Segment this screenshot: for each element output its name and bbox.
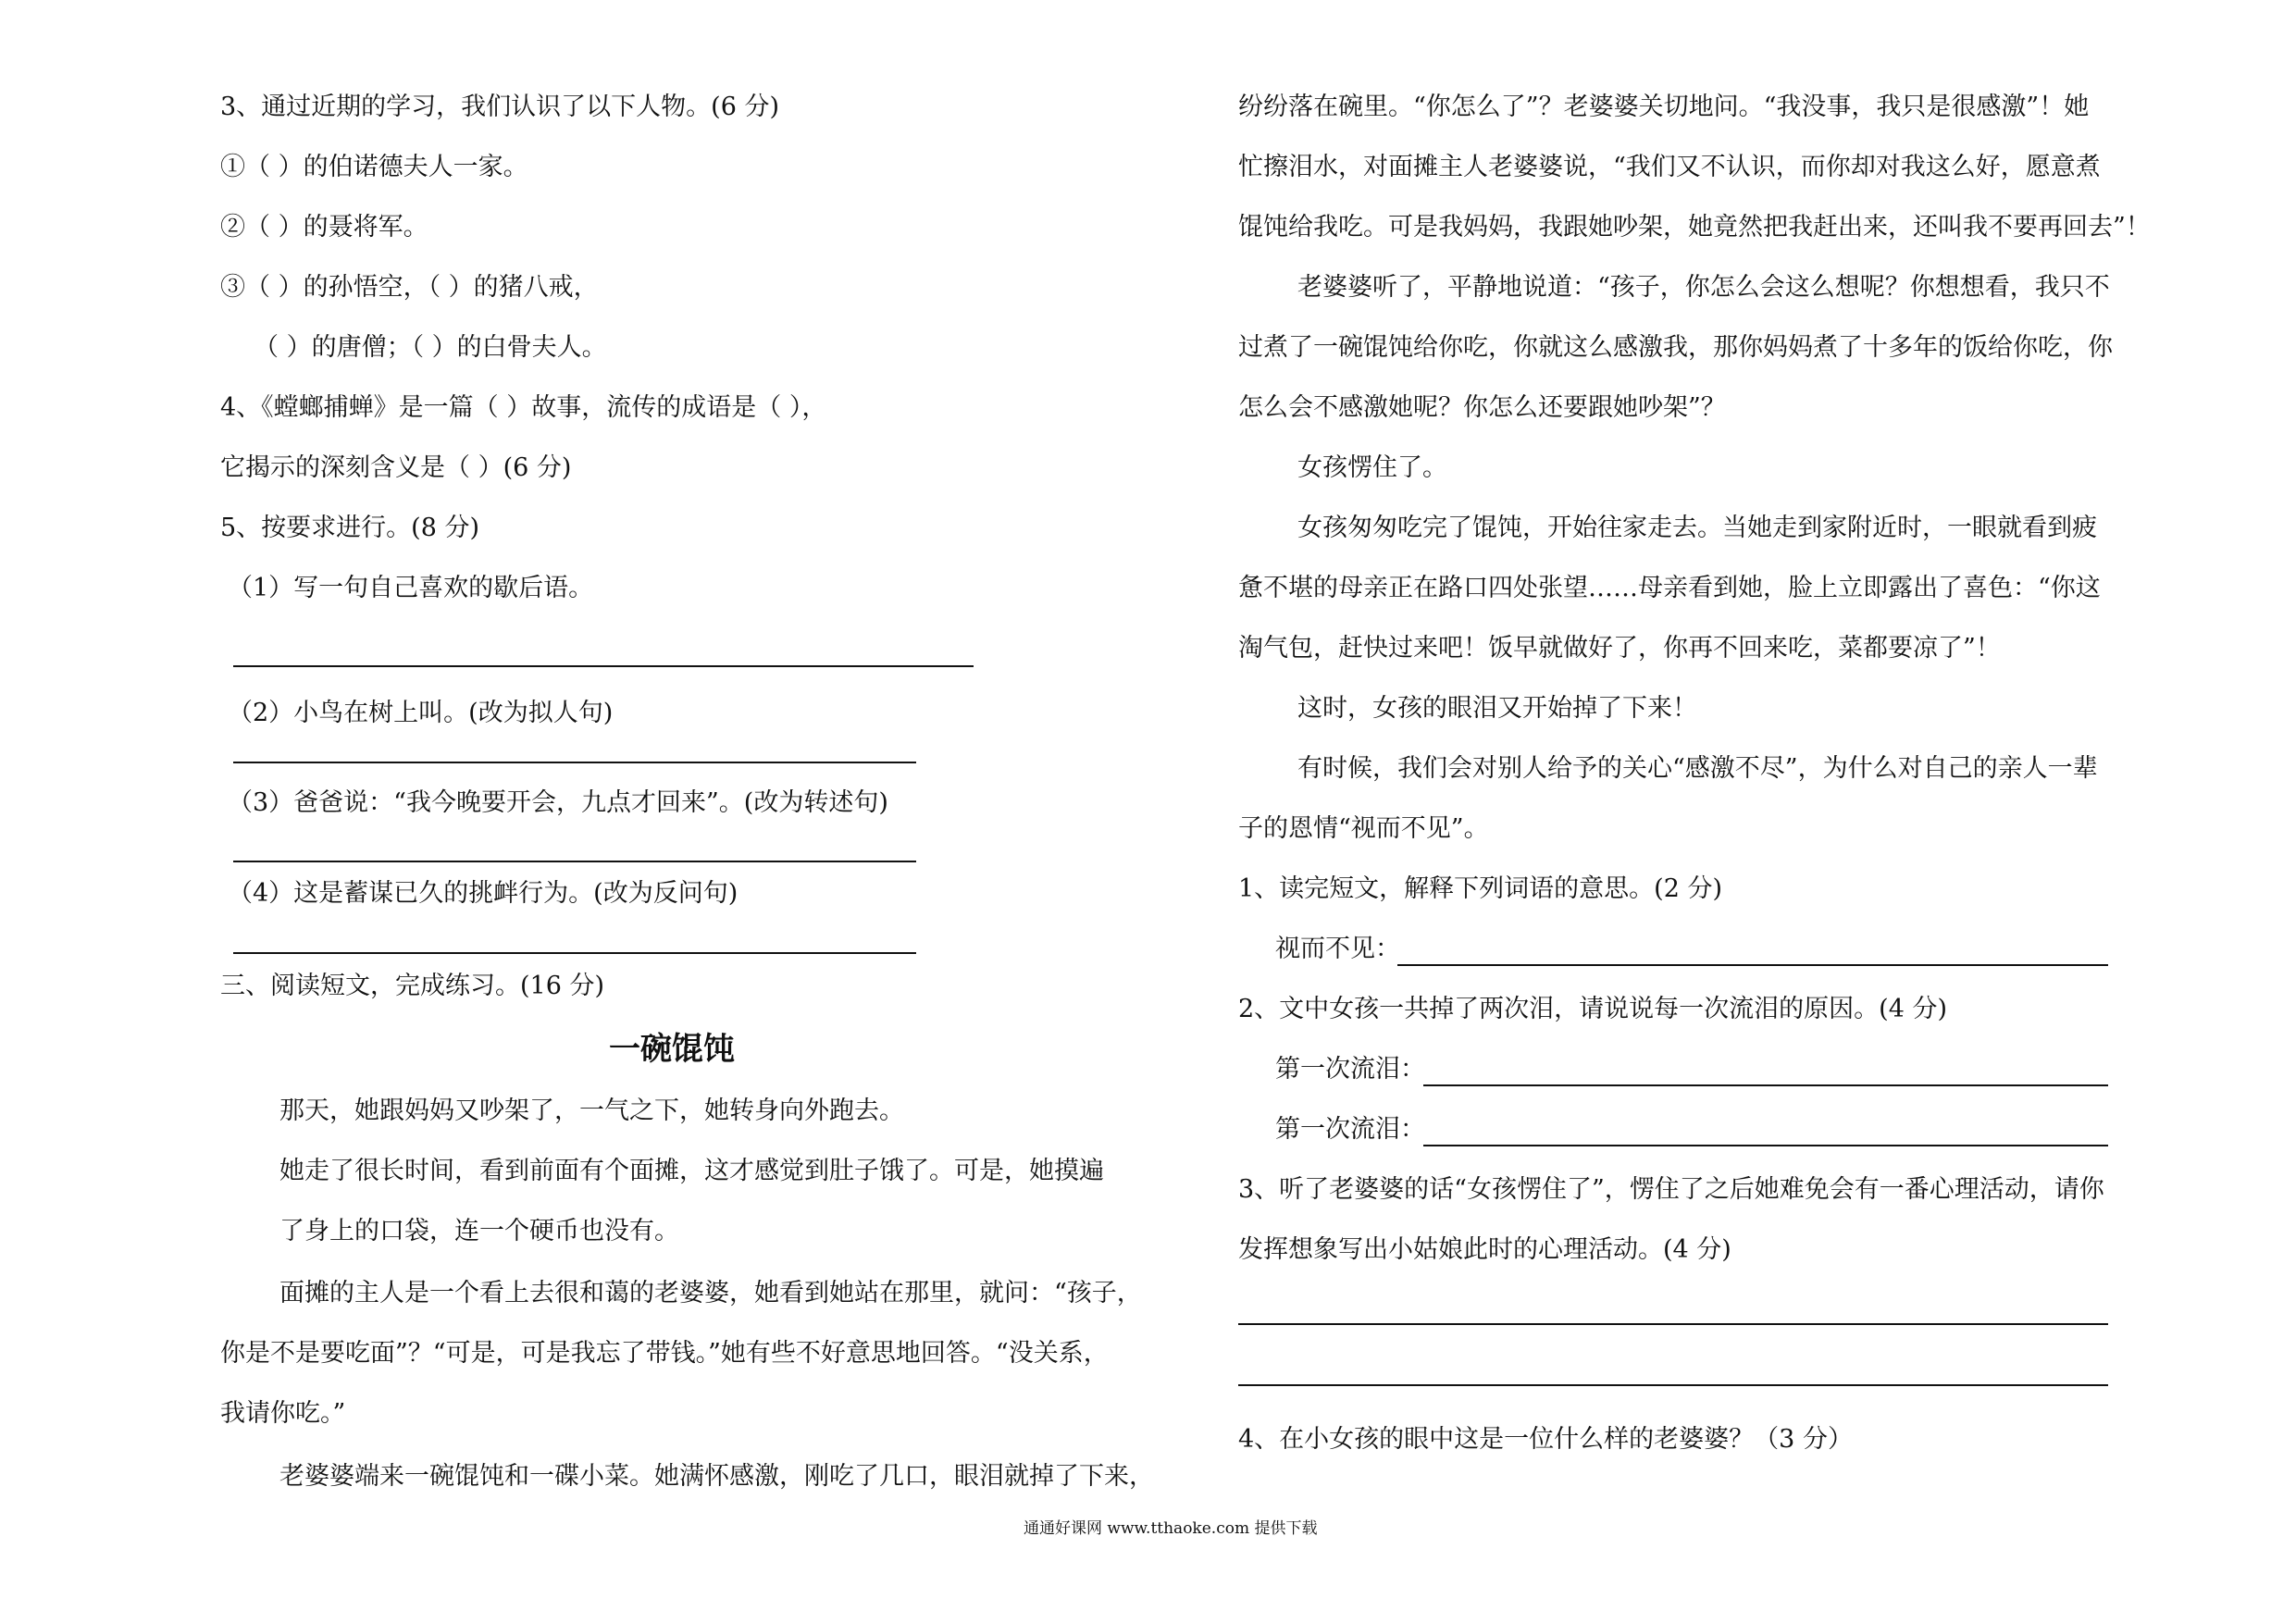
story-paragraph: 老婆婆听了，平静地说道：“孩子，你怎么会这么想呢？你想想看，我只不 — [1297, 273, 2110, 302]
question-3-item-4: （ ）的唐僧；（ ）的白骨夫人。 — [254, 333, 607, 362]
reading-question-2-label-2: 第一次流泪： — [1275, 1115, 1425, 1144]
story-paragraph: 纷纷落在碗里。“你怎么了”？老婆婆关切地问。“我没事，我只是很感激”！她 — [1238, 93, 2090, 121]
story-paragraph: 淘气包，赶快过来吧！饭早就做好了，你再不回来吃，菜都要凉了”！ — [1238, 634, 2001, 663]
story-paragraph: 这时，女孩的眼泪又开始掉了下来！ — [1297, 694, 1697, 723]
reading-question-4: 4、在小女孩的眼中这是一位什么样的老婆婆？（3 分） — [1238, 1425, 1853, 1454]
footer-source-text: 通通好课网 www.tthaoke.com 提供下载 — [1024, 1519, 1318, 1538]
question-5-item-3: （3）爸爸说：“我今晚要开会，九点才回来”。(改为转述句) — [228, 788, 888, 817]
story-paragraph: 老婆婆端来一碗馄饨和一碟小菜。她满怀感激，刚吃了几口，眼泪就掉了下来， — [279, 1462, 1154, 1491]
story-paragraph: 你是不是要吃面”？“可是，可是我忘了带钱。”她有些不好意思地回答。“没关系， — [220, 1339, 1109, 1368]
answer-line[interactable] — [1238, 1323, 2108, 1325]
reading-question-3: 3、听了老婆婆的话“女孩愣住了”，愣住了之后她难免会有一番心理活动，请你 — [1238, 1175, 2104, 1204]
reading-question-3-cont: 发挥想象写出小姑娘此时的心理活动。(4 分) — [1238, 1235, 1731, 1264]
question-3-item-1: ①（ ）的伯诺德夫人一家。 — [220, 153, 528, 181]
section-3-title: 三、阅读短文，完成练习。(16 分) — [220, 972, 605, 1000]
answer-line[interactable] — [233, 762, 916, 763]
story-paragraph: 她走了很长时间，看到前面有个面摊，这才感觉到肚子饿了。可是，她摸遍 — [279, 1157, 1104, 1185]
answer-line[interactable] — [1423, 1084, 2108, 1086]
story-paragraph: 怎么会不感激她呢？你怎么还要跟她吵架”？ — [1238, 393, 1726, 422]
reading-question-2: 2、文中女孩一共掉了两次泪，请说说每一次流泪的原因。(4 分) — [1238, 995, 1948, 1023]
story-paragraph: 那天，她跟妈妈又吵架了，一气之下，她转身向外跑去。 — [279, 1096, 904, 1125]
question-5-item-2: （2）小鸟在树上叫。(改为拟人句) — [228, 699, 614, 727]
answer-line[interactable] — [1397, 964, 2108, 966]
story-paragraph: 女孩匆匆吃完了馄饨，开始往家走去。当她走到家附近时，一眼就看到疲 — [1297, 514, 2097, 542]
story-paragraph: 惫不堪的母亲正在路口四处张望……母亲看到她，脸上立即露出了喜色：“你这 — [1238, 574, 2101, 602]
answer-line[interactable] — [1423, 1145, 2108, 1146]
question-3-title: 3、通过近期的学习，我们认识了以下人物。(6 分) — [220, 93, 780, 121]
story-paragraph: 过煮了一碗馄饨给你吃，你就这么感激我，那你妈妈煮了十多年的饭给你吃，你 — [1238, 333, 2113, 362]
answer-line[interactable] — [233, 861, 916, 862]
story-paragraph: 忙擦泪水，对面摊主人老婆婆说，“我们又不认识，而你却对我这么好，愿意煮 — [1238, 153, 2101, 181]
story-paragraph: 馄饨给我吃。可是我妈妈，我跟她吵架，她竟然把我赶出来，还叫我不要再回去”！ — [1238, 213, 2151, 242]
question-4-line-1: 4、《螳螂捕蝉》是一篇（ ）故事，流传的成语是（ ）， — [220, 393, 827, 422]
story-title: 一碗馄饨 — [609, 1031, 735, 1068]
answer-line[interactable] — [233, 665, 974, 667]
story-paragraph: 了身上的口袋，连一个硬币也没有。 — [279, 1217, 679, 1245]
story-paragraph: 有时候，我们会对别人给予的关心“感激不尽”，为什么对自己的亲人一辈 — [1297, 754, 2098, 783]
question-5-title: 5、按要求进行。(8 分) — [220, 514, 480, 542]
answer-line[interactable] — [1238, 1384, 2108, 1386]
story-paragraph: 面摊的主人是一个看上去很和蔼的老婆婆，她看到她站在那里，就问：“孩子， — [279, 1279, 1142, 1307]
reading-question-1: 1、读完短文，解释下列词语的意思。(2 分) — [1238, 874, 1723, 903]
question-3-item-3: ③（ ）的孙悟空，（ ）的猪八戒， — [220, 273, 599, 302]
story-paragraph: 我请你吃。” — [220, 1399, 346, 1428]
story-paragraph: 女孩愣住了。 — [1297, 453, 1447, 482]
story-paragraph: 子的恩情“视而不见”。 — [1238, 814, 1489, 843]
question-5-item-4: （4）这是蓄谋已久的挑衅行为。(改为反问句) — [228, 879, 738, 908]
question-5-item-1: （1）写一句自己喜欢的歇后语。 — [228, 574, 594, 602]
question-4-line-2: 它揭示的深刻含义是（ ）(6 分) — [220, 453, 572, 482]
reading-question-1-label: 视而不见： — [1275, 935, 1400, 963]
question-3-item-2: ②（ ）的聂将军。 — [220, 213, 428, 242]
answer-line[interactable] — [233, 952, 916, 954]
reading-question-2-label-1: 第一次流泪： — [1275, 1055, 1425, 1084]
